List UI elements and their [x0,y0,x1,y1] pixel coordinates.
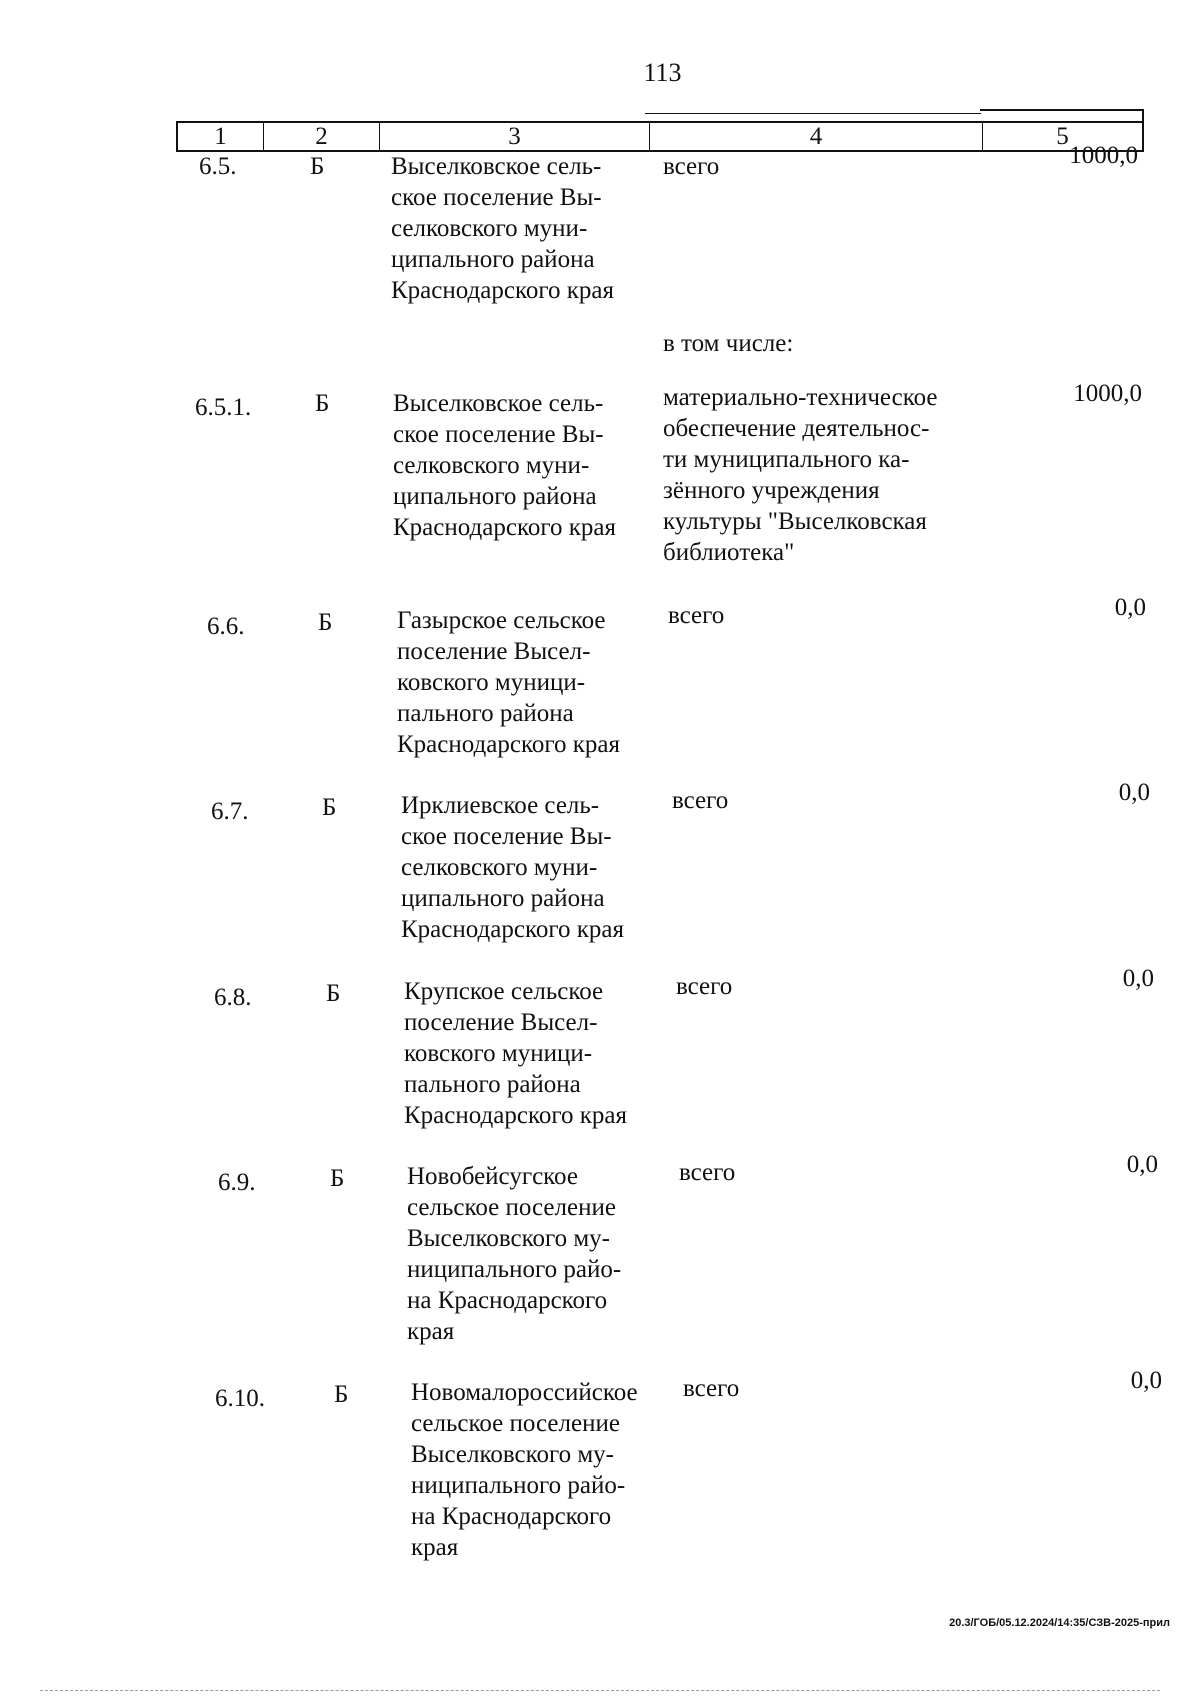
name-line: Ирклиевское сель- [401,792,600,819]
name-line: селковского муни- [391,215,588,242]
name-line: пального района [404,1071,581,1098]
name-line: Газырское сельское [397,607,606,634]
row-amount: 0,0 [1130,1367,1162,1394]
row-code: 6.7. [211,798,249,825]
row-direction: всего [668,602,725,629]
row-amount: 1000,0 [1073,380,1142,407]
row-direction: всего [679,1159,736,1186]
row-amount: 0,0 [1126,1151,1158,1178]
name-line: Выселковского му- [411,1441,614,1468]
name-line: Выселковское сель- [391,153,602,180]
header-col-4: 4 [649,123,982,150]
row-type: Б [310,153,325,180]
name-line: на Краснодарского [411,1503,612,1530]
row-name [397,605,649,760]
name-line: на Краснодарского [407,1287,608,1314]
row-name [391,151,641,306]
name-line: пального района [397,700,574,727]
row-name [411,1377,663,1563]
name-line: ципального района [391,246,595,273]
row-direction: всего [683,1375,740,1402]
row-code: 6.5.1. [195,394,252,421]
header-col-3: 3 [379,123,649,150]
direction-line: ти муниципального ка- [663,446,910,473]
direction-line: материально-техническое [663,384,938,411]
row-type: Б [322,794,337,821]
name-line: Краснодарского края [404,1102,627,1129]
name-line: Краснодарского края [393,514,616,541]
row-direction [663,382,975,568]
name-line: ниципального райо- [407,1256,622,1283]
name-line: ципального района [401,885,605,912]
row-direction: всего [676,973,733,1000]
name-line: селковского муни- [401,854,598,881]
name-line: селковского муни- [393,452,590,479]
scan-edge-line [40,1690,1160,1691]
direction-line: библиотека" [663,539,795,566]
row-name [393,388,645,543]
row-name [401,790,653,945]
direction-line: культуры "Выселковская [663,508,927,535]
row-type: Б [334,1381,349,1408]
name-line: ское поселение Вы- [391,184,602,211]
page-number: 113 [643,58,682,87]
direction-line: обеспечение деятельнос- [663,415,930,442]
name-line: ковского муници- [397,669,586,696]
row-type: Б [326,980,341,1007]
name-line: края [411,1534,459,1561]
name-line: ское поселение Вы- [393,421,604,448]
name-line: Краснодарского края [391,277,614,304]
row-code: 6.5. [199,153,237,180]
direction-line: зённого учреждения [663,477,880,504]
row-amount: 0,0 [1118,779,1150,806]
name-line: Новомалороссийское [411,1379,638,1406]
header-col-5: 5 [982,123,1142,150]
name-line: Новобейсугское [407,1163,578,1190]
name-line: сельское поселение [411,1410,620,1437]
row-type: Б [318,609,333,636]
document-registration-code: 20.3/ГОБ/05.12.2024/14:35/СЗВ-2025-прил [949,1617,1170,1629]
row-code: 6.6. [207,613,245,640]
row-amount: 0,0 [1122,965,1154,992]
name-line: Краснодарского края [401,916,624,943]
name-line: ципального района [393,483,597,510]
row-direction: всего [672,787,729,814]
name-line: Выселковское сель- [393,390,604,417]
row-name [404,976,656,1131]
row-type: Б [315,390,330,417]
row-code: 6.9. [218,1169,256,1196]
header-col-2: 2 [263,123,379,150]
row-direction: всего [663,153,720,180]
name-line: Выселковского му- [407,1225,610,1252]
name-line: ниципального райо- [411,1472,626,1499]
row-amount: 0,0 [1114,594,1146,621]
name-line: сельское поселение [407,1194,616,1221]
row-name [407,1161,659,1347]
name-line: поселение Высел- [397,638,591,665]
row-type: Б [330,1165,345,1192]
row-direction: в том числе: [663,330,794,357]
name-line: Крупское сельское [404,978,604,1005]
table-header-row [176,121,1144,152]
name-line: Краснодарского края [397,731,620,758]
header-col-1: 1 [214,123,227,150]
name-line: края [407,1318,455,1345]
name-line: поселение Высел- [404,1009,598,1036]
name-line: ковского муници- [404,1040,593,1067]
row-code: 6.8. [214,984,252,1011]
row-amount: 1000,0 [1069,142,1138,169]
row-code: 6.10. [215,1385,265,1412]
name-line: ское поселение Вы- [401,823,612,850]
